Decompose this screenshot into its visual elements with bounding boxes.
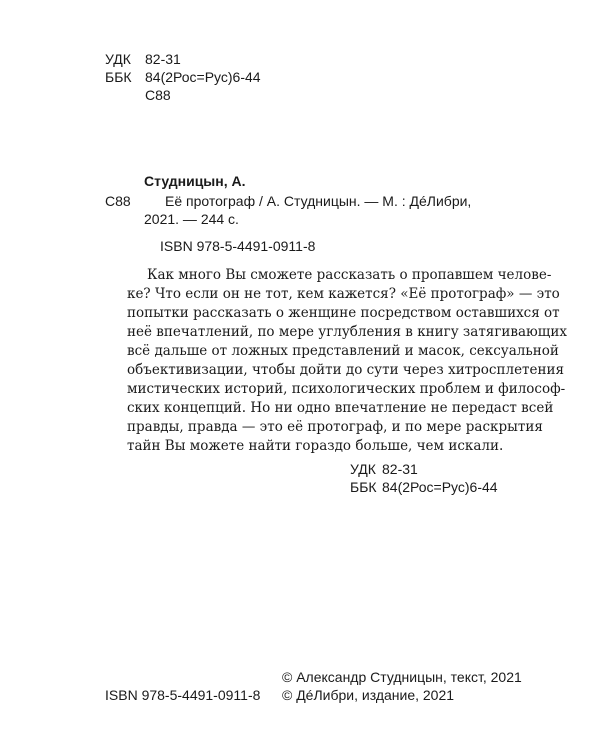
udk-row-bottom [350, 460, 498, 478]
annotation-line: мистических историй, психологических проблем и философ- [127, 381, 566, 397]
bbk-label-bottom: ББК [350, 479, 377, 495]
classification-bottom [350, 460, 498, 496]
bbk-value: 84(2Рос=Рус)6-44 [145, 69, 261, 85]
udk-label: УДК [105, 51, 131, 67]
bbk-label: ББК [105, 69, 132, 85]
udk-row [105, 50, 261, 68]
annotation-line: ке? Что если он не тот, кем кажется? «Её протограф» — это [127, 286, 560, 302]
annotation-line: объективизации, чтобы дойти до сути через хитросплетения [127, 362, 565, 378]
author-code: С88 [145, 87, 171, 103]
annotation-line: правды, правда — это её протограф, и по мере раскрытия [127, 419, 543, 435]
author-heading: Студницын, А. [144, 173, 246, 189]
bbk-value-bottom: 84(2Рос=Рус)6-44 [382, 479, 498, 495]
udk-value: 82-31 [145, 51, 181, 67]
udk-value-bottom: 82-31 [382, 461, 418, 477]
record-title-line1: Её протограф / А. Студницын. — М. : ДéЛибри, [165, 193, 472, 209]
annotation [127, 266, 567, 456]
copyright-author: © Александр Студницын, текст, 2021 [282, 669, 522, 685]
footer-isbn: ISBN 978-5-4491-0911-8 [105, 687, 261, 703]
copyright-publisher: © ДéЛибри, издание, 2021 [282, 687, 455, 703]
bbk-row [105, 68, 261, 86]
record-title-line2: 2021. — 244 с. [144, 211, 239, 227]
annotation-line: тайн Вы можете найти гораздо больше, чем искали. [127, 438, 504, 454]
annotation-line: попытки рассказать о женщине посредством оставшихся от [127, 305, 560, 321]
classification-top [105, 50, 261, 104]
annotation-line: Как много Вы сможете рассказать о пропавшем челове- [147, 267, 552, 283]
annotation-line: неё впечатлений, по мере углубления в книгу затягивающих [127, 324, 567, 340]
bbk-row-bottom [350, 478, 498, 496]
copyright-block [282, 668, 522, 704]
annotation-line: ских концепций. Но ни одно впечатление не передаст всей [127, 400, 554, 416]
annotation-line: всё дальше от ложных представлений и масок, сексуальной [127, 343, 559, 359]
record-isbn: ISBN 978-5-4491-0911-8 [160, 238, 316, 254]
author-code-row [105, 86, 261, 104]
record-code: С88 [105, 193, 131, 209]
udk-label-bottom: УДК [350, 461, 376, 477]
